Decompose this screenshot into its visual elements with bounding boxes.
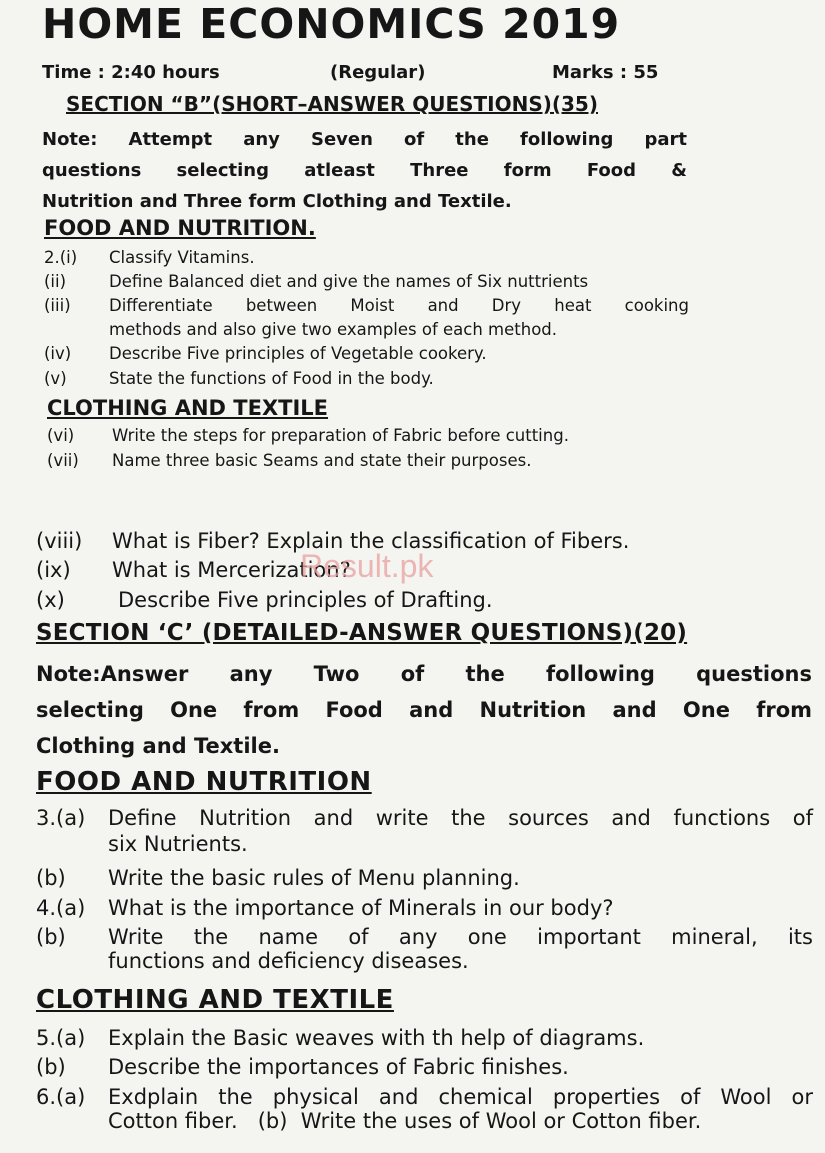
question-text: Describe Five principles of Vegetable cookery. (109, 344, 487, 363)
paper-title: HOME ECONOMICS 2019 (42, 0, 621, 48)
question-number: (ix) (36, 558, 71, 582)
clothing-textile-heading-c: CLOTHING AND TEXTILE (36, 985, 394, 1015)
question-text (108, 866, 813, 890)
question-text: Write the steps for preparation of Fabric before cutting. (112, 426, 569, 445)
question-text: Differentiate between Moist and Dry heat cooking (109, 296, 689, 315)
section-b-heading: SECTION “B”(SHORT–ANSWER QUESTIONS)(35) (66, 92, 598, 116)
question-number: 5.(a) (36, 1026, 86, 1050)
question-text (108, 1055, 813, 1079)
note-line: questions selecting atleast Three form Food & (42, 160, 687, 181)
question-line: functions and deficiency diseases. (108, 949, 469, 973)
question-number: (viii) (36, 529, 83, 553)
question-number: (vii) (47, 451, 79, 470)
question-text: Describe Five principles of Drafting. (118, 588, 493, 612)
note-line: Clothing and Textile. (36, 734, 280, 758)
question-text: Define Balanced diet and give the names of Six nuttrients (109, 272, 589, 291)
question-text (108, 1085, 813, 1133)
question-text (108, 806, 813, 856)
question-number: (iii) (44, 296, 71, 315)
question-text: What is Fiber? Explain the classification of Fibers. (112, 529, 630, 553)
food-nutrition-heading: FOOD AND NUTRITION. (44, 216, 316, 240)
note-line: Nutrition and Three form Clothing and Textile. (42, 191, 512, 212)
question-number: 2.(i) (44, 248, 78, 267)
question-number: (b) (36, 866, 66, 890)
question-number: 6.(a) (36, 1085, 86, 1109)
section-c-note (36, 656, 812, 764)
exam-type-label: (Regular) (330, 62, 426, 83)
question-number: (vi) (47, 426, 75, 445)
question-line: six Nutrients. (108, 832, 248, 856)
question-text (108, 1026, 813, 1050)
marks-label: Marks : 55 (552, 62, 659, 83)
question-line: Exdplain the physical and chemical properties of Wool or (108, 1085, 813, 1109)
question-text: Classify Vitamins. (109, 248, 255, 267)
question-text (108, 925, 813, 973)
note-line: Note: Attempt any Seven of the following part (42, 129, 687, 150)
question-number: (x) (36, 588, 65, 612)
question-text (108, 896, 813, 920)
food-nutrition-heading-c: FOOD AND NUTRITION (36, 767, 372, 797)
question-number: 3.(a) (36, 806, 86, 830)
note-line: selecting One from Food and Nutrition and One from (36, 698, 812, 722)
question-text: State the functions of Food in the body. (109, 369, 434, 388)
section-b-note (42, 124, 687, 217)
question-number: 4.(a) (36, 896, 86, 920)
question-text: What is Mercerization? (112, 558, 351, 582)
question-number: (ii) (44, 272, 67, 291)
question-text-continued: methods and also give two examples of each method. (109, 320, 558, 339)
question-line: Explain the Basic weaves with th help of diagrams. (108, 1026, 645, 1050)
section-c-heading: SECTION ‘C’ (DETAILED-ANSWER QUESTIONS)(20) (36, 620, 688, 646)
question-line: Write the name of any one important mineral, its (108, 925, 813, 949)
question-line: Define Nutrition and write the sources and functions of (108, 806, 813, 830)
question-line: Describe the importances of Fabric finishes. (108, 1055, 569, 1079)
watermark: Result.pk (300, 548, 434, 584)
question-number: (iv) (44, 344, 72, 363)
question-text: Name three basic Seams and state their purposes. (112, 451, 532, 470)
note-line: Note:Answer any Two of the following questions (36, 662, 812, 686)
time-label: Time : 2:40 hours (42, 62, 220, 83)
question-line: Cotton fiber. (b) Write the uses of Wool or Cotton fiber. (108, 1109, 702, 1133)
question-number: (b) (36, 925, 66, 949)
question-line: Write the basic rules of Menu planning. (108, 866, 520, 890)
question-line: What is the importance of Minerals in our body? (108, 896, 614, 920)
question-number: (b) (36, 1055, 66, 1079)
clothing-textile-heading: CLOTHING AND TEXTILE (47, 396, 329, 420)
question-number: (v) (44, 369, 67, 388)
